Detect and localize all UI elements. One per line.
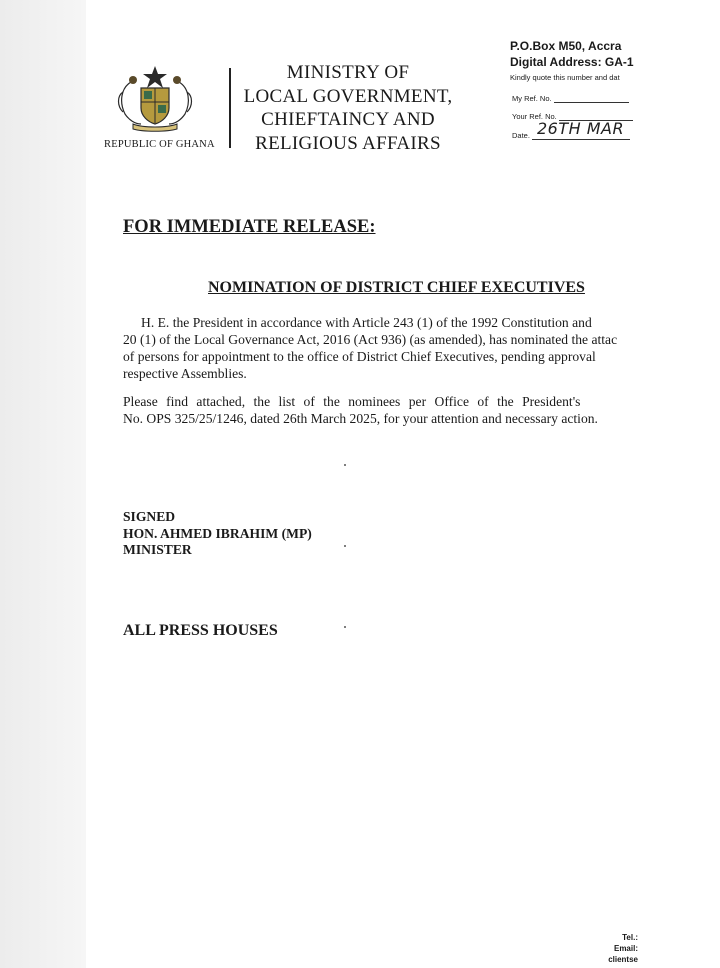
paragraph-line: respective Assemblies. (123, 366, 247, 381)
paragraph-line: of persons for appointment to the office of District Chief Executives, pending approval (123, 349, 596, 364)
page-shadow (0, 0, 86, 968)
your-ref-label: Your Ref. No. (512, 112, 557, 121)
address-block (510, 38, 634, 83)
footer-tel: Tel.: (622, 933, 638, 942)
quote-note: Kindly quote this number and dat (510, 73, 620, 82)
signatory-name: HON. AHMED IBRAHIM (MP) (123, 525, 312, 541)
date-label: Date. (512, 131, 530, 140)
paragraph-line: Please find attached, the list of the nominees per Office of the President's (123, 394, 581, 409)
paragraph-1 (123, 314, 720, 382)
po-box: P.O.Box M50, Accra (510, 39, 622, 53)
paragraph-2 (123, 393, 720, 427)
paragraph-line: 20 (1) of the Local Governance Act, 2016 (Act 936) (as amended), has nominated the attac (123, 332, 618, 347)
my-ref-row (512, 94, 629, 103)
ministry-name (238, 61, 458, 155)
paragraph-line: No. OPS 325/25/1246, dated 26th March 2025, for your attention and necessary action. (123, 411, 598, 426)
paragraph-line: H. E. the President in accordance with Article 243 (1) of the 1992 Constitution and (141, 315, 592, 330)
my-ref-line (554, 102, 629, 103)
ministry-line: MINISTRY OF (286, 62, 410, 83)
footer-contact (590, 932, 638, 965)
release-heading: FOR IMMEDIATE RELEASE: (123, 217, 376, 237)
footer-email: Email: clientse (608, 944, 638, 964)
date-line (532, 139, 630, 140)
my-ref-label: My Ref. No. (512, 94, 552, 103)
ministry-line: LOCAL GOVERNMENT, (243, 85, 453, 107)
subject-heading: NOMINATION OF DISTRICT CHIEF EXECUTIVES (208, 279, 585, 296)
header-divider (229, 68, 231, 148)
coat-of-arms-icon (113, 62, 197, 134)
ministry-line: CHIEFTAINCY AND (261, 109, 435, 130)
handwritten-date: 26TH MAR (537, 119, 625, 138)
republic-label: REPUBLIC OF GHANA (104, 139, 215, 150)
ministry-line: RELIGIOUS AFFAIRS (255, 132, 441, 154)
signatory-title: MINISTER (123, 542, 192, 557)
signed-label: SIGNED (123, 509, 176, 524)
press-recipients: ALL PRESS HOUSES (123, 622, 278, 639)
speck (344, 545, 346, 547)
speck (344, 464, 346, 466)
signature-block (123, 509, 312, 559)
digital-address: Digital Address: GA-1 (510, 55, 634, 69)
speck (344, 626, 346, 628)
